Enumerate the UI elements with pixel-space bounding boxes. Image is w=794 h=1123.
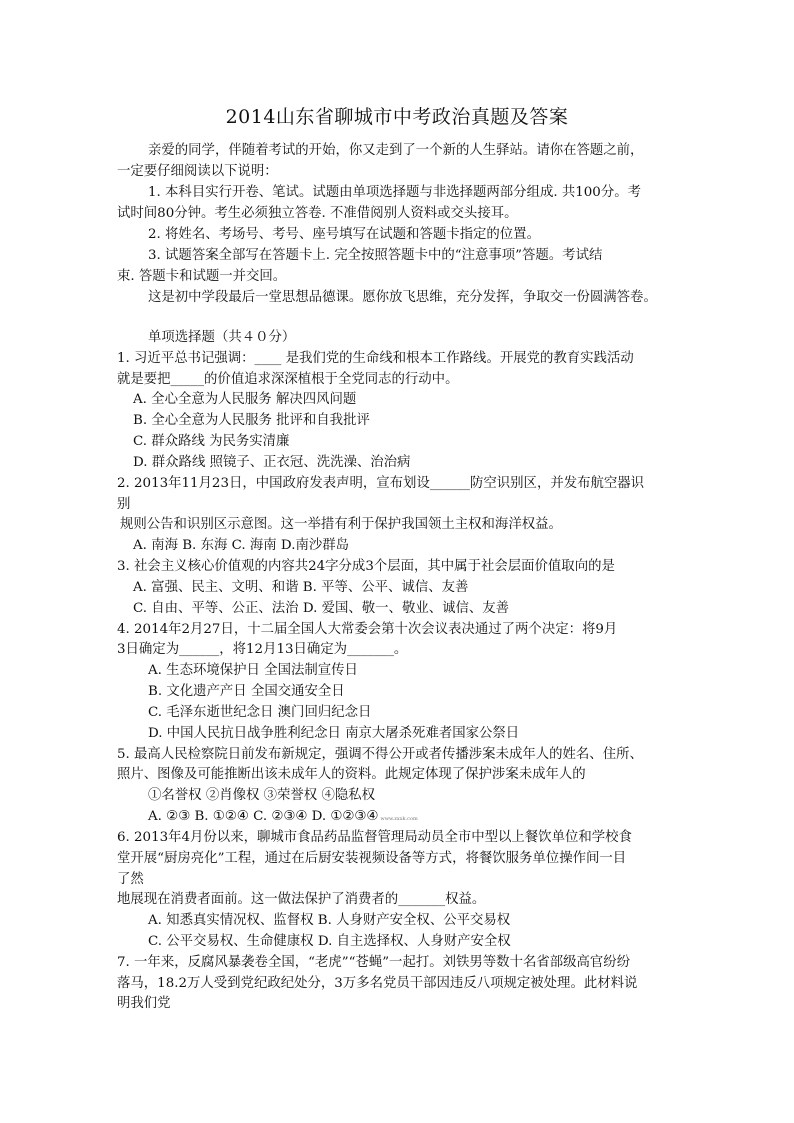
question-stem: 别 xyxy=(117,497,131,512)
answer-option: A. 知悉真实情况权、监督权 B. 人身财产安全权、公平交易权 xyxy=(148,913,511,928)
question-stem: 堂开展“厨房亮化”工程，通过在后厨安装视频设备等方式，将餐饮服务单位操作间一目 xyxy=(117,851,627,866)
answer-option: A. 全心全意为人民服务 解决四风问题 xyxy=(133,392,357,407)
answer-option: A. 富强、民主、文明、和谐 B. 平等、公平、诚信、友善 xyxy=(133,580,469,595)
question-stem: 4. 2014年2月27日，十二届全国人大常委会第十次会议表决通过了两个决定：将9月 xyxy=(117,622,618,637)
question-stem: 3. 社会主义核心价值观的内容共24字分成3个层面，其中属于社会层面价值取向的是 xyxy=(117,559,615,574)
intro-line: 1. 本科目实行开卷、笔试。试题由单项选择题与非选择题两部分组成. 共100分。考 xyxy=(148,185,641,200)
answer-option: B. 文化遗产产日 全国交通安全日 xyxy=(148,684,345,699)
question-stem: 就是要把_____的价值追求深深植根于全党同志的行动中。 xyxy=(117,372,459,387)
answer-option: D. 群众路线 照镜子、正衣冠、洗洗澡、治治病 xyxy=(133,455,411,470)
intro-line: 亲爱的同学，伴随着考试的开始，你又走到了一个新的人生驿站。请你在答题之前， xyxy=(148,143,644,158)
watermark-text: www.zxxk.com xyxy=(380,816,418,822)
question-stem: 7. 一年来，反腐风暴袭卷全国，“老虎”“苍蝇”一起打。刘铁男等数十名省部级高官纷纷 xyxy=(117,955,631,970)
answer-option: A. ②③ B. ①②④ C. ②③④ D. ①②③④ xyxy=(148,809,379,824)
answer-option: B. 全心全意为人民服务 批评和自我批评 xyxy=(133,413,370,428)
section-title: 单项选择题（共４０分） xyxy=(148,330,296,345)
question-stem: 2. 2013年11月23日，中国政府发表声明，宣布划设______防空识别区，并发布航空器识 xyxy=(117,476,645,491)
page-title: 2014山东省聊城市中考政治真题及答案 xyxy=(225,106,569,128)
question-stem: 3日确定为______，将12月13日确定为_______。 xyxy=(117,642,408,657)
answer-option: A. 南海 B. 东海 C. 海南 D.南沙群岛 xyxy=(133,538,350,553)
answer-option: C. 毛泽东逝世纪念日 澳门回归纪念日 xyxy=(148,705,372,720)
intro-line: 一定要仔细阅读以下说明： xyxy=(117,164,278,179)
question-stem: 规则公告和识别区示意图。这一举措有利于保护我国领土主权和海洋权益。 xyxy=(120,517,562,532)
intro-line: 束. 答题卡和试题一并交回。 xyxy=(117,269,287,284)
answer-option: C. 自由、平等、公正、法治 D. 爱国、敬一、敬业、诚信、友善 xyxy=(133,601,510,616)
intro-line: 2. 将姓名、考场号、考号、座号填写在试题和答题卡指定的位置。 xyxy=(148,227,540,242)
answer-items: ①名誉权 ②肖像权 ③荣誉权 ④隐私权 xyxy=(148,788,376,803)
question-stem: 地展现在消费者面前。这一做法保护了消费者的_______权益。 xyxy=(117,892,486,907)
question-stem: 落马，18.2万人受到党纪政纪处分，3万多名党员干部因违反八项规定被处理。此材料说 xyxy=(117,976,638,991)
question-stem: 5. 最高人民检察院日前发布新规定，强调不得公开或者传播涉案未成年人的姓名、住所、 xyxy=(117,747,643,762)
intro-line: 试时间80分钟。考生必须独立答卷. 不准借阅别人资料或交头接耳。 xyxy=(117,206,518,221)
answer-option: C. 群众路线 为民务实清廉 xyxy=(133,434,290,449)
answer-option-row xyxy=(148,807,418,829)
answer-option: C. 公平交易权、生命健康权 D. 自主选择权、人身财产安全权 xyxy=(148,934,511,949)
question-stem: 照片、图像及可能推断出该未成年人的资料。此规定体现了保护涉案未成年人的 xyxy=(117,767,586,782)
question-stem: 6. 2013年4月份以来，聊城市食品药品监督管理局动员全市中型以上餐饮单位和学校食 xyxy=(117,830,632,845)
question-stem: 明我们党 xyxy=(117,996,171,1011)
answer-option: D. 中国人民抗日战争胜利纪念日 南京大屠杀死难者国家公祭日 xyxy=(148,726,520,741)
question-stem: 了然 xyxy=(117,872,144,887)
answer-option: A. 生态环境保护日 全国法制宣传日 xyxy=(148,663,358,678)
intro-line: 这是初中学段最后一堂思想品德课。愿你放飞思维，充分发挥，争取交一份圆满答卷。 xyxy=(148,290,657,305)
question-stem: 1. 习近平总书记强调：____ 是我们党的生命线和根本工作路线。开展党的教育实践活动 xyxy=(117,351,634,366)
intro-line: 3. 试题答案全部写在答题卡上. 完全按照答题卡中的“注意事项”答题。考试结 xyxy=(148,248,603,263)
